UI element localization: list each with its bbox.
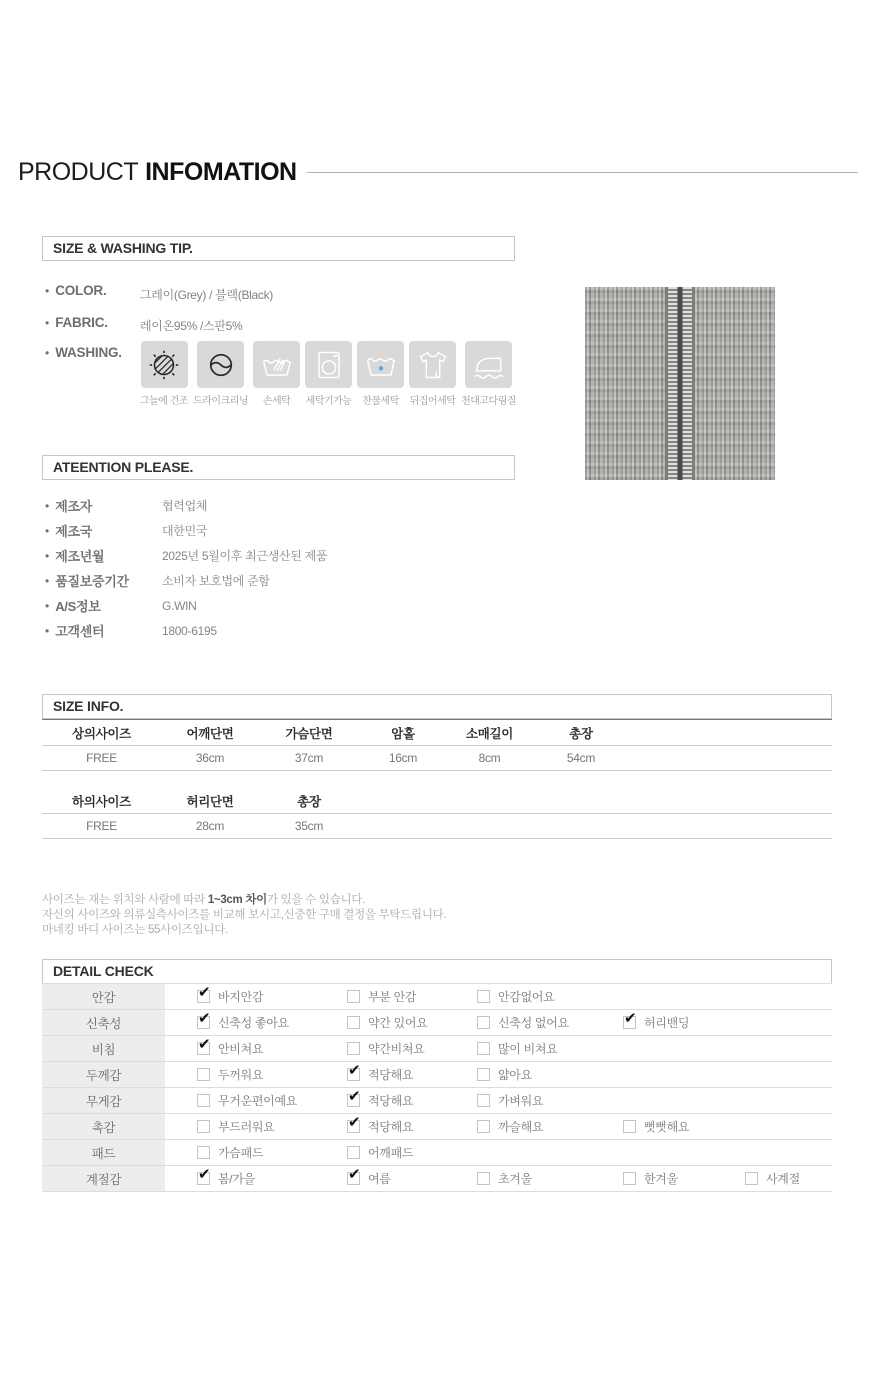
checkbox[interactable] bbox=[477, 1120, 490, 1133]
title-rule bbox=[307, 172, 858, 173]
option-label: 안감없어요 bbox=[498, 990, 555, 1004]
checkbox-option[interactable] bbox=[197, 1144, 347, 1161]
checkbox[interactable] bbox=[197, 1172, 210, 1185]
dry-in-shade-icon bbox=[141, 341, 188, 388]
section-header-attention: ATEENTION PLEASE. bbox=[42, 455, 515, 480]
option-label: 바지안감 bbox=[218, 990, 264, 1004]
size-table-header-row bbox=[42, 788, 832, 814]
machine-wash-icon bbox=[305, 341, 352, 388]
checkbox[interactable] bbox=[197, 1042, 210, 1055]
checkbox[interactable] bbox=[347, 1016, 360, 1029]
attention-value: 대한민국 bbox=[162, 524, 208, 538]
checkbox-option[interactable] bbox=[197, 988, 347, 1005]
option-label: 봄/가을 bbox=[218, 1172, 255, 1186]
bullet-icon: • bbox=[45, 573, 50, 588]
attention-row bbox=[45, 593, 515, 618]
bullet-icon: • bbox=[45, 498, 50, 513]
washing-icons bbox=[140, 341, 516, 407]
option-label: 까슬해요 bbox=[498, 1120, 544, 1134]
size-note-line: 사이즈는 재는 위치와 사람에 따라 1~3cm 차이가 있을 수 있습니다. bbox=[42, 894, 366, 906]
fabric-label: FABRIC. bbox=[55, 315, 108, 330]
detail-category: 패드 bbox=[42, 1140, 165, 1165]
washing-icon-label: 그늘에 건조 bbox=[140, 396, 189, 407]
detail-check-row bbox=[42, 1166, 832, 1192]
size-col-header: 허리단면 bbox=[186, 794, 234, 809]
option-label: 많이 비쳐요 bbox=[498, 1042, 558, 1056]
washing-row bbox=[45, 345, 122, 360]
size-col-header: 총장 bbox=[297, 794, 321, 809]
checkbox[interactable] bbox=[347, 1172, 360, 1185]
checkbox-option[interactable] bbox=[347, 1092, 477, 1109]
detail-check-row bbox=[42, 1036, 832, 1062]
option-label: 부드러워요 bbox=[218, 1120, 275, 1134]
checkbox[interactable] bbox=[477, 1172, 490, 1185]
option-label: 여름 bbox=[368, 1172, 391, 1186]
zipper-detail bbox=[665, 287, 695, 480]
option-label: 약간 있어요 bbox=[368, 1016, 428, 1030]
checkbox-option[interactable] bbox=[623, 1014, 745, 1031]
option-label: 안비쳐요 bbox=[218, 1042, 264, 1056]
checkbox-option[interactable] bbox=[477, 1066, 623, 1083]
checkbox-option[interactable] bbox=[623, 1118, 745, 1135]
option-label: 신축성 없어요 bbox=[498, 1016, 569, 1030]
attention-row bbox=[45, 493, 515, 518]
detail-check-row bbox=[42, 1010, 832, 1036]
checkbox-option[interactable] bbox=[745, 1170, 832, 1187]
detail-category: 신축성 bbox=[42, 1010, 165, 1035]
checkbox[interactable] bbox=[347, 1120, 360, 1133]
checkbox-option[interactable] bbox=[197, 1118, 347, 1135]
color-row bbox=[45, 283, 107, 298]
checkbox[interactable] bbox=[347, 1068, 360, 1081]
option-label: 적당해요 bbox=[368, 1120, 414, 1134]
washing-label: WASHING. bbox=[55, 345, 122, 360]
detail-category: 촉감 bbox=[42, 1114, 165, 1139]
attention-label: 품질보증기간 bbox=[55, 574, 129, 589]
checkbox[interactable] bbox=[477, 1094, 490, 1107]
checkbox-option[interactable] bbox=[197, 1170, 347, 1187]
checkbox-option[interactable] bbox=[477, 1040, 623, 1057]
size-value: 8cm bbox=[478, 751, 501, 765]
attention-value: 1800-6195 bbox=[162, 623, 217, 638]
inside-out-wash-icon bbox=[409, 341, 456, 388]
option-label: 허리밴딩 bbox=[644, 1016, 690, 1030]
attention-value: 소비자 보호법에 준함 bbox=[162, 574, 270, 588]
checkbox[interactable] bbox=[745, 1172, 758, 1185]
washing-icon-label: 뒤집어세탁 bbox=[409, 396, 456, 407]
option-label: 적당해요 bbox=[368, 1094, 414, 1108]
checkbox-option[interactable] bbox=[347, 988, 477, 1005]
bullet-icon: • bbox=[45, 346, 50, 360]
washing-item bbox=[140, 341, 188, 407]
checkbox-option[interactable] bbox=[197, 1092, 347, 1109]
detail-category: 두께감 bbox=[42, 1062, 165, 1087]
hand-wash-icon bbox=[253, 341, 300, 388]
option-label: 뻣뻣해요 bbox=[644, 1120, 690, 1134]
detail-check-row bbox=[42, 1088, 832, 1114]
checkbox[interactable] bbox=[477, 1068, 490, 1081]
checkbox-option[interactable] bbox=[347, 1170, 477, 1187]
washing-item bbox=[357, 341, 404, 407]
option-label: 얇아요 bbox=[498, 1068, 532, 1082]
washing-icon-label: 천대고다림질 bbox=[461, 396, 517, 407]
checkbox[interactable] bbox=[623, 1016, 636, 1029]
checkbox-option[interactable] bbox=[197, 1040, 347, 1057]
option-label: 가벼워요 bbox=[498, 1094, 544, 1108]
detail-check-table bbox=[42, 983, 832, 1192]
option-label: 적당해요 bbox=[368, 1068, 414, 1082]
checkbox[interactable] bbox=[197, 1016, 210, 1029]
size-table-header-row bbox=[42, 720, 832, 746]
section-header-size-info: SIZE INFO. bbox=[42, 694, 832, 719]
checkbox[interactable] bbox=[197, 1068, 210, 1081]
size-value: 28cm bbox=[195, 819, 225, 833]
checkbox[interactable] bbox=[623, 1120, 636, 1133]
washing-icon-label: 세탁기가능 bbox=[305, 396, 352, 407]
washing-item bbox=[305, 341, 352, 407]
size-value: FREE bbox=[86, 819, 117, 833]
size-col-header: 하의사이즈 bbox=[72, 794, 131, 809]
checkbox[interactable] bbox=[347, 1094, 360, 1107]
checkbox[interactable] bbox=[477, 990, 490, 1003]
size-col-header: 소매길이 bbox=[465, 726, 514, 741]
size-table-bottom bbox=[42, 788, 832, 839]
size-value: 54cm bbox=[566, 751, 596, 765]
page-title-light: PRODUCT bbox=[18, 158, 139, 186]
product-fabric-image bbox=[585, 287, 775, 480]
attention-label: 제조년월 bbox=[55, 549, 105, 564]
washing-icon-label: 드라이크리닝 bbox=[193, 396, 249, 407]
size-value: 35cm bbox=[294, 819, 324, 833]
option-label: 부분 안감 bbox=[368, 990, 417, 1004]
size-col-header: 어깨단면 bbox=[186, 726, 234, 741]
option-label: 두꺼워요 bbox=[218, 1068, 264, 1082]
bullet-icon: • bbox=[45, 598, 50, 613]
section-header-detail-check: DETAIL CHECK bbox=[42, 959, 832, 984]
bullet-icon: • bbox=[45, 284, 50, 298]
option-label: 사계절 bbox=[766, 1172, 800, 1186]
size-col-header: 가슴단면 bbox=[285, 726, 333, 741]
checkbox-option[interactable] bbox=[347, 1118, 477, 1135]
checkbox-option[interactable] bbox=[347, 1040, 477, 1057]
iron-with-cloth-icon bbox=[465, 341, 512, 388]
detail-check-row bbox=[42, 984, 832, 1010]
option-label: 가슴패드 bbox=[218, 1146, 264, 1160]
attention-row bbox=[45, 543, 515, 568]
dry-cleaning-icon bbox=[197, 341, 244, 388]
washing-item bbox=[253, 341, 300, 407]
checkbox[interactable] bbox=[197, 1120, 210, 1133]
checkbox-option[interactable] bbox=[347, 1014, 477, 1031]
bullet-icon: • bbox=[45, 316, 50, 330]
detail-category: 계절감 bbox=[42, 1166, 165, 1191]
option-label: 어깨패드 bbox=[368, 1146, 414, 1160]
zipper-core bbox=[678, 287, 683, 480]
size-col-header: 총장 bbox=[569, 726, 593, 741]
attention-label: 제조국 bbox=[55, 524, 92, 539]
detail-check-row bbox=[42, 1114, 832, 1140]
option-label: 무거운편이예요 bbox=[218, 1094, 298, 1108]
page-title bbox=[18, 158, 858, 187]
attention-row bbox=[45, 568, 515, 593]
detail-category: 비침 bbox=[42, 1036, 165, 1061]
attention-label: A/S정보 bbox=[55, 599, 101, 614]
cold-water-wash-icon bbox=[357, 341, 404, 388]
bullet-icon: • bbox=[45, 623, 50, 638]
washing-item bbox=[193, 341, 248, 407]
page-title-bold: INFOMATION bbox=[145, 158, 297, 186]
fabric-value: 레이온95% /스판5% bbox=[140, 319, 243, 333]
section-header-size-washing: SIZE & WASHING TIP. bbox=[42, 236, 515, 261]
checkbox[interactable] bbox=[197, 1146, 210, 1159]
option-label: 약간비쳐요 bbox=[368, 1042, 425, 1056]
attention-value: 2025년 5월이후 최근생산된 제품 bbox=[162, 549, 328, 563]
checkbox[interactable] bbox=[477, 1042, 490, 1055]
color-label: COLOR. bbox=[55, 283, 107, 298]
size-value: FREE bbox=[86, 751, 117, 765]
attention-label: 제조자 bbox=[55, 499, 92, 514]
washing-icon-label: 손세탁 bbox=[262, 396, 291, 407]
checkbox-option[interactable] bbox=[347, 1066, 477, 1083]
size-note-line: 마네킹 바디 사이즈는 55사이즈입니다. bbox=[42, 924, 228, 936]
size-table-value-row bbox=[42, 746, 832, 771]
checkbox-option[interactable] bbox=[197, 1014, 347, 1031]
checkbox[interactable] bbox=[477, 1016, 490, 1029]
size-note-line: 자신의 사이즈와 의류실측사이즈를 비교해 보시고,신중한 구매 결정을 부탁드립니다. bbox=[42, 909, 447, 921]
attention-list bbox=[45, 493, 515, 643]
bullet-icon: • bbox=[45, 523, 50, 538]
size-value: 36cm bbox=[195, 751, 225, 765]
checkbox-option[interactable] bbox=[477, 1170, 623, 1187]
checkbox-option[interactable] bbox=[477, 988, 623, 1005]
detail-check-row bbox=[42, 1140, 832, 1166]
washing-icon-label: 찬물세탁 bbox=[362, 396, 399, 407]
checkbox[interactable] bbox=[623, 1172, 636, 1185]
checkbox-option[interactable] bbox=[197, 1066, 347, 1083]
size-col-header: 상의사이즈 bbox=[72, 726, 131, 741]
size-value: 37cm bbox=[294, 751, 324, 765]
detail-check-row bbox=[42, 1062, 832, 1088]
checkbox-option[interactable] bbox=[347, 1144, 477, 1161]
size-col-header: 암홀 bbox=[391, 726, 415, 741]
size-notes bbox=[42, 893, 446, 938]
fabric-row bbox=[45, 315, 108, 330]
checkbox[interactable] bbox=[197, 990, 210, 1003]
option-label: 신축성 좋아요 bbox=[218, 1016, 289, 1030]
checkbox-option[interactable] bbox=[623, 1170, 745, 1187]
attention-row bbox=[45, 518, 515, 543]
checkbox-option[interactable] bbox=[477, 1118, 623, 1135]
detail-category: 무게감 bbox=[42, 1088, 165, 1113]
checkbox[interactable] bbox=[197, 1094, 210, 1107]
attention-value: 협력업체 bbox=[162, 499, 208, 513]
size-table-value-row bbox=[42, 814, 832, 839]
option-label: 초겨울 bbox=[498, 1172, 532, 1186]
attention-row bbox=[45, 618, 515, 643]
checkbox-option[interactable] bbox=[477, 1014, 623, 1031]
color-value: 그레이(Grey) / 블랙(Black) bbox=[140, 288, 273, 302]
checkbox[interactable] bbox=[347, 990, 360, 1003]
size-value: 16cm bbox=[388, 751, 418, 765]
checkbox-option[interactable] bbox=[477, 1092, 623, 1109]
size-table-top bbox=[42, 719, 832, 771]
checkbox[interactable] bbox=[347, 1146, 360, 1159]
attention-label: 고객센터 bbox=[55, 624, 105, 639]
attention-value: G.WIN bbox=[162, 598, 197, 613]
washing-item bbox=[409, 341, 456, 407]
bullet-icon: • bbox=[45, 548, 50, 563]
option-label: 한겨울 bbox=[644, 1172, 678, 1186]
washing-item bbox=[461, 341, 516, 407]
detail-category: 안감 bbox=[42, 984, 165, 1009]
checkbox[interactable] bbox=[347, 1042, 360, 1055]
